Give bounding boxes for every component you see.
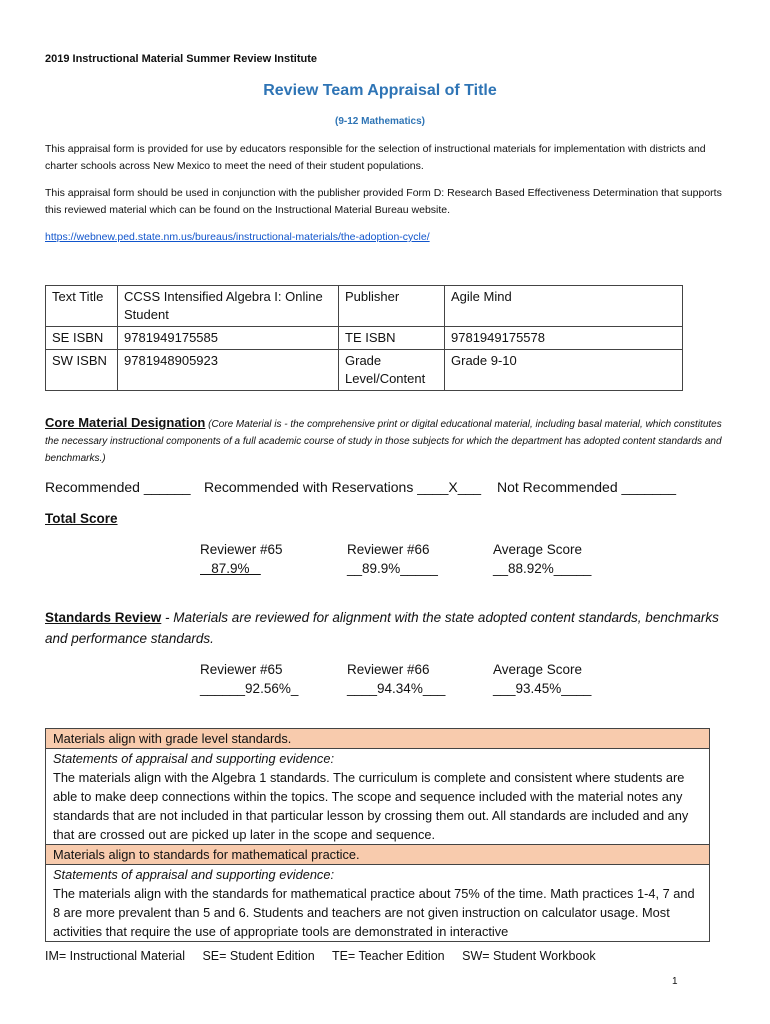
page-title: Review Team Appraisal of Title bbox=[263, 82, 497, 99]
criterion-evidence bbox=[46, 749, 709, 845]
not-recommended-option: Not Recommended _______ bbox=[497, 479, 677, 495]
standards-review-text: - Materials are reviewed for alignment with the state adopted content standards, benchmarks and performance standards. bbox=[45, 610, 719, 646]
standards-review-label: Standards Review bbox=[45, 610, 162, 625]
title-info-table bbox=[45, 285, 683, 391]
standards-reviewer-66 bbox=[347, 660, 445, 698]
page-subtitle: (9-12 Mathematics) bbox=[334, 116, 426, 127]
reviewer-score: ____94.34%___ bbox=[347, 681, 446, 696]
table-row bbox=[46, 327, 683, 350]
total-average-score bbox=[493, 540, 591, 578]
text-title-label: Text Title bbox=[46, 286, 118, 327]
sw-isbn-value: 9781948905923 bbox=[118, 350, 339, 391]
table-row bbox=[46, 350, 683, 391]
criterion-heading: Materials align to standards for mathematical practice. bbox=[46, 845, 709, 865]
reviewer-score: __89.9%_____ bbox=[347, 561, 438, 576]
core-material-label: Core Material Designation bbox=[45, 415, 206, 430]
evidence-text: The materials align with the standards for mathematical practice about 75% of the time. Math practices 1-4, 7 and 8 are more prevalent than 5 and 6. Students and teachers are not given instruction on calculator usage. Most activities that require the use of appropriate tools are demonstrated in interactive bbox=[53, 886, 695, 939]
text-title-value: CCSS Intensified Algebra I: Online Student bbox=[118, 286, 339, 327]
criterion-heading: Materials align with grade level standards. bbox=[46, 729, 709, 749]
recommended-with-reservations-option: Recommended with Reservations ____X___ bbox=[204, 479, 482, 495]
average-score: __88.92%_____ bbox=[493, 561, 592, 576]
evidence-label: Statements of appraisal and supporting evidence: bbox=[53, 751, 335, 766]
reviewer-label: Reviewer #66 bbox=[347, 542, 430, 557]
evidence-label: Statements of appraisal and supporting evidence: bbox=[53, 867, 335, 882]
core-material-text: (Core Material is - the comprehensive print or digital educational material, including basal material, which constitutes the necessary instructional components of a full academic course of study in those subjects for which the department has adopted content standards and benchmarks.) bbox=[45, 419, 722, 464]
intro-paragraph-2: This appraisal form should be used in conjunction with the publisher provided Form D: Research Based Effectiveness Determination that supports this reviewed material which can be found on the Instructional Material Bureau website. bbox=[45, 187, 722, 216]
abbreviation-footer bbox=[45, 949, 610, 963]
core-material-designation bbox=[45, 414, 725, 467]
sw-isbn-label: SW ISBN bbox=[46, 350, 118, 391]
reviewer-score: 87.9% bbox=[200, 561, 261, 576]
grade-value: Grade 9-10 bbox=[445, 350, 683, 391]
footer-im: IM= Instructional Material bbox=[45, 949, 185, 963]
publisher-value: Agile Mind bbox=[445, 286, 683, 327]
reviewer-label: Reviewer #65 bbox=[200, 662, 283, 677]
se-isbn-label: SE ISBN bbox=[46, 327, 118, 350]
adoption-cycle-link[interactable]: https://webnew.ped.state.nm.us/bureaus/instructional-materials/the-adoption-cycle/ bbox=[45, 231, 430, 243]
publisher-label: Publisher bbox=[339, 286, 445, 327]
average-label: Average Score bbox=[493, 542, 583, 557]
average-score: ___93.45%____ bbox=[493, 681, 592, 696]
criterion-evidence bbox=[46, 865, 709, 941]
reviewer-label: Reviewer #66 bbox=[347, 662, 430, 677]
reviewer-score: ______92.56%_ bbox=[200, 681, 299, 696]
standards-review bbox=[45, 607, 725, 649]
recommended-option: Recommended ______ bbox=[45, 479, 191, 495]
grade-label: Grade Level/Content bbox=[339, 350, 445, 391]
intro-paragraph-1: This appraisal form is provided for use by educators responsible for the selection of instructional materials for implementation with districts and charter schools across New Mexico to meet the need of their student populations. bbox=[45, 143, 706, 172]
average-label: Average Score bbox=[493, 662, 583, 677]
total-reviewer-65 bbox=[200, 540, 283, 578]
te-isbn-value: 9781949175578 bbox=[445, 327, 683, 350]
footer-te: TE= Teacher Edition bbox=[331, 949, 445, 963]
footer-se: SE= Student Edition bbox=[202, 949, 315, 963]
total-score-heading: Total Score bbox=[45, 511, 118, 526]
evidence-text: The materials align with the Algebra 1 standards. The curriculum is complete and consistent where students are able to make deep connections within the topics. The scope and sequence included with the material notes any standards that are not included in that particular lesson by crossing them out. All standards are included and any that are crossed out are picked up later in the scope and sequence. bbox=[53, 770, 689, 842]
footer-sw: SW= Student Workbook bbox=[462, 949, 596, 963]
total-reviewer-66 bbox=[347, 540, 438, 578]
reviewer-label: Reviewer #65 bbox=[200, 542, 283, 557]
se-isbn-value: 9781949175585 bbox=[118, 327, 339, 350]
criteria-table bbox=[45, 728, 710, 942]
table-row bbox=[46, 286, 683, 327]
te-isbn-label: TE ISBN bbox=[339, 327, 445, 350]
standards-reviewer-65 bbox=[200, 660, 298, 698]
page-number: 1 bbox=[672, 976, 678, 987]
document-header: 2019 Instructional Material Summer Review Institute bbox=[45, 53, 318, 65]
standards-average-score bbox=[493, 660, 591, 698]
